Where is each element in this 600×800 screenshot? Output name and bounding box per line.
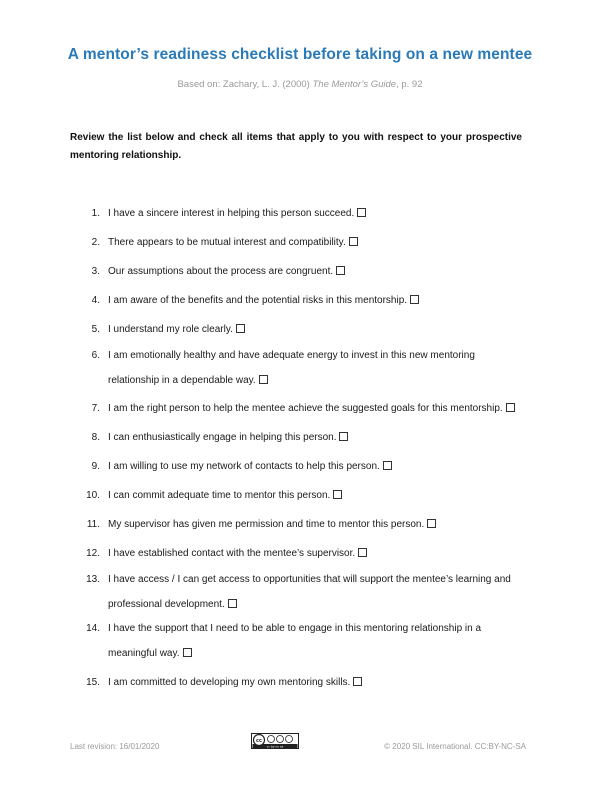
item-number: 15. xyxy=(86,677,100,688)
item-text-wrap xyxy=(108,616,493,666)
checkbox[interactable] xyxy=(349,237,358,246)
item-text: I have access / I can get access to opportunities that will support the mentee’s learning and professional development. xyxy=(108,574,511,610)
source-prefix: Based on: Zachary, L. J. (2000) xyxy=(177,79,313,90)
item-text-wrap xyxy=(108,396,528,421)
item-text-wrap xyxy=(108,230,528,255)
instructions: Review the list below and check all items that apply to you with respect to your prospective mentoring relationship. xyxy=(70,132,522,161)
item-text: I am the right person to help the mentee achieve the suggested goals for this mentorship. xyxy=(108,403,503,414)
checkbox[interactable] xyxy=(236,324,245,333)
item-text: I have a sincere interest in helping this person succeed. xyxy=(108,208,355,219)
item-text: I am emotionally healthy and have adequate energy to invest in this new mentoring relationship in a dependable way. xyxy=(108,350,475,386)
item-number: 10. xyxy=(86,490,100,501)
item-number: 6. xyxy=(91,350,100,361)
checkbox[interactable] xyxy=(383,461,392,470)
item-text-wrap xyxy=(108,317,528,342)
item-number: 2. xyxy=(91,237,100,248)
item-text: I can enthusiastically engage in helping this person. xyxy=(108,432,337,443)
item-text-wrap xyxy=(108,425,528,450)
item-text-wrap xyxy=(108,201,528,226)
checkbox[interactable] xyxy=(427,519,436,528)
item-text-wrap xyxy=(108,670,528,695)
item-text-wrap xyxy=(108,454,528,479)
item-text-wrap xyxy=(108,288,528,313)
item-number: 4. xyxy=(91,295,100,306)
item-number: 1. xyxy=(91,208,100,219)
item-text-wrap xyxy=(108,512,528,537)
checkbox[interactable] xyxy=(506,403,515,412)
checkbox[interactable] xyxy=(259,375,268,384)
item-number: 9. xyxy=(91,461,100,472)
checkbox[interactable] xyxy=(228,599,237,608)
item-text-wrap xyxy=(108,567,518,617)
item-number: 7. xyxy=(91,403,100,414)
item-number: 3. xyxy=(91,266,100,277)
license-logo-text: cc by nc sa xyxy=(266,744,284,749)
source-citation xyxy=(0,79,600,90)
checkbox[interactable] xyxy=(183,648,192,657)
page-title: A mentor’s readiness checklist before taking on a new mentee xyxy=(67,46,533,63)
item-text: I am committed to developing my own mentoring skills. xyxy=(108,677,351,688)
last-revision: Last revision: 16/01/2020 xyxy=(70,742,160,751)
item-text: I understand my role clearly. xyxy=(108,324,233,335)
checkbox[interactable] xyxy=(357,208,366,217)
creative-commons-license-icon xyxy=(251,733,299,749)
checkbox[interactable] xyxy=(353,677,362,686)
item-text: I am willing to use my network of contacts to help this person. xyxy=(108,461,380,472)
item-text: I have established contact with the mentee’s supervisor. xyxy=(108,548,356,559)
item-number: 14. xyxy=(86,623,100,634)
copyright: © 2020 SIL International. CC:BY-NC-SA xyxy=(384,742,526,751)
checkbox[interactable] xyxy=(410,295,419,304)
item-text: There appears to be mutual interest and compatibility. xyxy=(108,237,346,248)
item-text-wrap xyxy=(108,541,528,566)
item-number: 5. xyxy=(91,324,100,335)
item-number: 12. xyxy=(86,548,100,559)
svg-text:cc: cc xyxy=(256,738,262,744)
checkbox[interactable] xyxy=(333,490,342,499)
item-text: I have the support that I need to be able to engage in this mentoring relationship in a meaningful way. xyxy=(108,623,482,659)
item-text-wrap xyxy=(108,259,528,284)
checkbox[interactable] xyxy=(339,432,348,441)
source-book-title: The Mentor’s Guide xyxy=(312,79,397,90)
item-text: Our assumptions about the process are congruent. xyxy=(108,266,334,277)
source-suffix: , p. 92 xyxy=(396,79,423,90)
item-number: 11. xyxy=(86,519,100,530)
item-text-wrap xyxy=(108,343,498,393)
checkbox[interactable] xyxy=(358,548,367,557)
checkbox[interactable] xyxy=(336,266,345,275)
item-text: I can commit adequate time to mentor this person. xyxy=(108,490,331,501)
item-text: I am aware of the benefits and the potential risks in this mentorship. xyxy=(108,295,408,306)
item-text-wrap xyxy=(108,483,528,508)
item-text: My supervisor has given me permission and time to mentor this person. xyxy=(108,519,425,530)
item-number: 13. xyxy=(86,574,100,585)
item-number: 8. xyxy=(91,432,100,443)
